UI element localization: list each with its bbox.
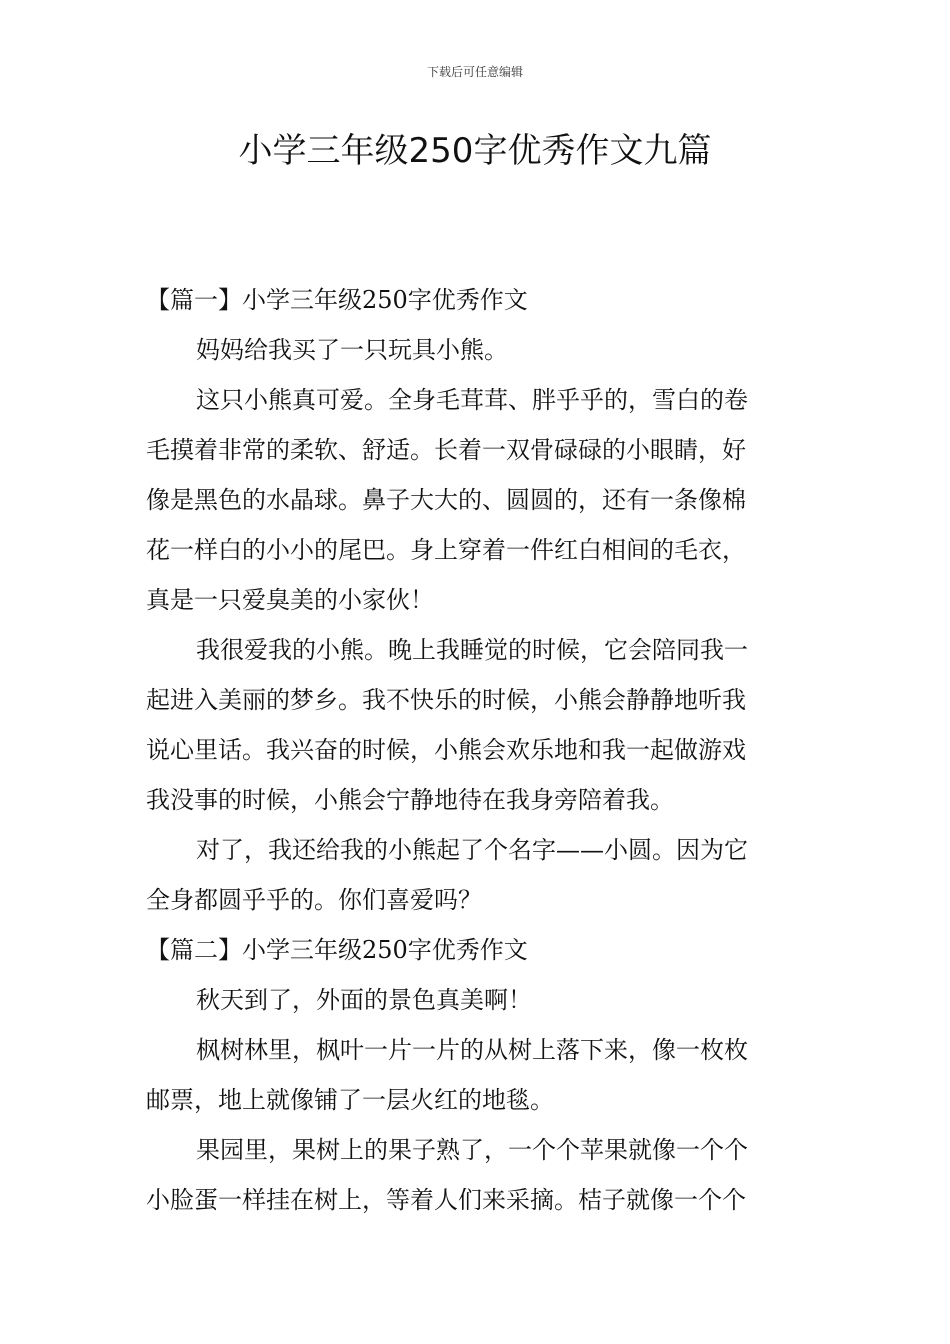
text-line: 秋天到了，外面的景色真美啊！	[196, 986, 532, 1014]
text-line: 起进入美丽的梦乡。我不快乐的时候，小熊会静静地听我	[146, 686, 746, 714]
text-line: 说心里话。我兴奋的时候，小熊会欢乐地和我一起做游戏	[146, 736, 746, 764]
text-line: 真是一只爱臭美的小家伙！	[146, 586, 434, 614]
section-heading: 【篇二】小学三年级250字优秀作文	[146, 936, 528, 964]
document-title: 小学三年级250字优秀作文九篇	[238, 131, 712, 171]
text-line: 妈妈给我买了一只玩具小熊。	[196, 336, 508, 364]
text-line: 对了，我还给我的小熊起了个名字——小圆。因为它	[196, 836, 748, 864]
text-line: 果园里，果树上的果子熟了，一个个苹果就像一个个	[196, 1136, 748, 1164]
text-line: 邮票，地上就像铺了一层火红的地毯。	[146, 1086, 554, 1114]
text-line: 毛摸着非常的柔软、舒适。长着一双骨碌碌的小眼睛，好	[146, 436, 746, 464]
document-body	[146, 275, 806, 1225]
text-line: 这只小熊真可爱。全身毛茸茸、胖乎乎的，雪白的卷	[196, 386, 748, 414]
text-line: 像是黑色的水晶球。鼻子大大的、圆圆的，还有一条像棉	[146, 486, 746, 514]
text-line: 全身都圆乎乎的。你们喜爱吗？	[146, 886, 482, 914]
text-line: 我没事的时候，小熊会宁静地待在我身旁陪着我。	[146, 786, 674, 814]
page-header-note: 下载后可任意编辑	[426, 65, 523, 79]
text-line: 小脸蛋一样挂在树上，等着人们来采摘。桔子就像一个个	[146, 1186, 746, 1214]
text-line: 花一样白的小小的尾巴。身上穿着一件红白相间的毛衣，	[146, 536, 746, 564]
text-line: 枫树林里，枫叶一片一片的从树上落下来，像一枚枚	[196, 1036, 748, 1064]
text-line: 我很爱我的小熊。晚上我睡觉的时候，它会陪同我一	[196, 636, 748, 664]
section-heading: 【篇一】小学三年级250字优秀作文	[146, 286, 528, 314]
